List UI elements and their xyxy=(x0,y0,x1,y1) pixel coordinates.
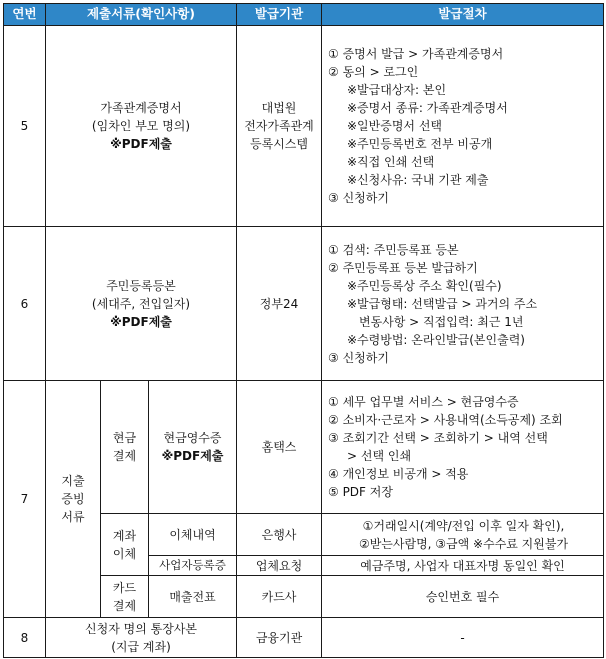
procedure-note: ②받는사람명, ③금액 ※수수료 지원불가 xyxy=(358,536,569,551)
document-cell xyxy=(149,381,237,514)
document-detail: (세대주, 전입일자) xyxy=(91,296,191,311)
header-no: 연번 xyxy=(4,4,46,26)
pdf-note: ※PDF제출 xyxy=(110,314,172,329)
procedure-cell: 예금주명, 사업자 대표자명 동일인 확인 xyxy=(322,556,604,576)
procedure-note: ※신청사유: 국내 기관 제출 xyxy=(347,173,489,187)
table-row xyxy=(4,227,604,381)
header-documents: 제출서류(확인사항) xyxy=(46,4,237,26)
issuer-cell: 은행사 xyxy=(237,514,322,556)
procedure-step: ③ 신청하기 xyxy=(328,350,389,365)
header-issuer: 발급기관 xyxy=(237,4,322,26)
table-row xyxy=(4,26,604,227)
document-cell xyxy=(46,26,237,227)
issuer-cell: 카드사 xyxy=(237,576,322,618)
procedure-step: ④ 개인정보 비공개 > 적용 xyxy=(328,467,469,481)
procedure-note: ①거래일시(계약/전입 이후 일자 확인), xyxy=(362,518,565,533)
procedure-step: ② 주민등록표 등본 발급하기 xyxy=(328,260,478,275)
procedure-note: ※일반증명서 선택 xyxy=(347,119,443,133)
row-no: 7 xyxy=(4,381,46,618)
payment-type: 현금 xyxy=(112,431,137,445)
procedure-step: ① 검색: 주민등록표 등본 xyxy=(328,242,459,257)
procedure-note: 변동사항 > 직접입력: 최근 1년 xyxy=(359,314,524,329)
issuer-line: 대법원 xyxy=(261,101,297,115)
payment-type-cell xyxy=(101,514,149,576)
pdf-note: ※PDF제출 xyxy=(110,137,172,151)
procedure-note: ※발급대상자: 본인 xyxy=(347,83,447,97)
payment-type: 결제 xyxy=(112,598,137,613)
issuer-cell: 홈택스 xyxy=(237,381,322,514)
document-name: 신청자 명의 통장사본 xyxy=(85,621,197,636)
procedure-step: ② 소비자·근로자 > 사용내역(소득공제) 조회 xyxy=(328,413,563,427)
pdf-note: ※PDF제출 xyxy=(161,449,224,463)
issuer-line: 등록시스템 xyxy=(250,137,308,151)
payment-type: 결제 xyxy=(112,449,137,463)
procedure-step: > 선택 인쇄 xyxy=(347,449,412,463)
payment-type: 계좌 xyxy=(112,528,137,543)
row-no: 5 xyxy=(4,26,46,227)
issuer-cell: 금융기관 xyxy=(237,618,322,658)
row-no: 8 xyxy=(4,618,46,658)
procedure-step: ⑤ PDF 저장 xyxy=(328,485,393,499)
issuer-cell: 업체요청 xyxy=(237,556,322,576)
procedure-cell xyxy=(322,381,604,514)
group-label: 증빙 xyxy=(61,492,85,506)
procedure-note: ※증명서 종류: 가족관계증명서 xyxy=(347,101,508,115)
document-cell xyxy=(46,227,237,381)
procedure-step: ① 세무 업무별 서비스 > 현금영수증 xyxy=(328,395,519,409)
table-row xyxy=(4,618,604,658)
procedure-note: ※발급형태: 선택발급 > 과거의 주소 xyxy=(347,296,538,311)
document-cell: 사업자등록증 xyxy=(149,556,237,576)
header-procedure: 발급절차 xyxy=(322,4,604,26)
document-submission-table xyxy=(3,3,604,658)
procedure-step: ③ 조회기간 선택 > 조회하기 > 내역 선택 xyxy=(328,431,548,445)
procedure-cell xyxy=(322,227,604,381)
procedure-cell: 승인번호 필수 xyxy=(322,576,604,618)
procedure-step: ② 동의 > 로그인 xyxy=(328,65,419,79)
issuer-cell: 정부24 xyxy=(237,227,322,381)
procedure-cell xyxy=(322,514,604,556)
document-name: 주민등록등본 xyxy=(106,278,176,293)
document-cell: 이체내역 xyxy=(149,514,237,556)
procedure-note: ※주민등록상 주소 확인(필수) xyxy=(347,278,502,293)
document-cell xyxy=(46,618,237,658)
procedure-cell: - xyxy=(322,618,604,658)
procedure-step: ① 증명서 발급 > 가족관계증명서 xyxy=(328,47,504,61)
document-name: 현금영수증 xyxy=(163,431,222,445)
payment-type-cell xyxy=(101,381,149,514)
group-label: 서류 xyxy=(61,510,85,524)
group-label: 지출 xyxy=(61,474,85,488)
group-label-cell xyxy=(46,381,101,618)
procedure-step: ③ 신청하기 xyxy=(328,191,389,205)
row-no: 6 xyxy=(4,227,46,381)
procedure-cell xyxy=(322,26,604,227)
payment-type: 이체 xyxy=(112,546,137,561)
payment-type-cell xyxy=(101,576,149,618)
procedure-note: ※수령방법: 온라인발급(본인출력) xyxy=(347,332,525,347)
issuer-cell xyxy=(237,26,322,227)
table-row xyxy=(4,381,604,514)
document-cell: 매출전표 xyxy=(149,576,237,618)
document-name: 가족관계증명서 xyxy=(100,101,182,115)
payment-type: 카드 xyxy=(112,580,137,595)
document-detail: (임차인 부모 명의) xyxy=(91,119,191,133)
issuer-line: 전자가족관계 xyxy=(244,119,314,133)
procedure-note: ※직접 인쇄 선택 xyxy=(347,155,435,169)
document-detail: (지급 계좌) xyxy=(111,639,171,654)
procedure-note: ※주민등록번호 전부 비공개 xyxy=(347,137,493,151)
